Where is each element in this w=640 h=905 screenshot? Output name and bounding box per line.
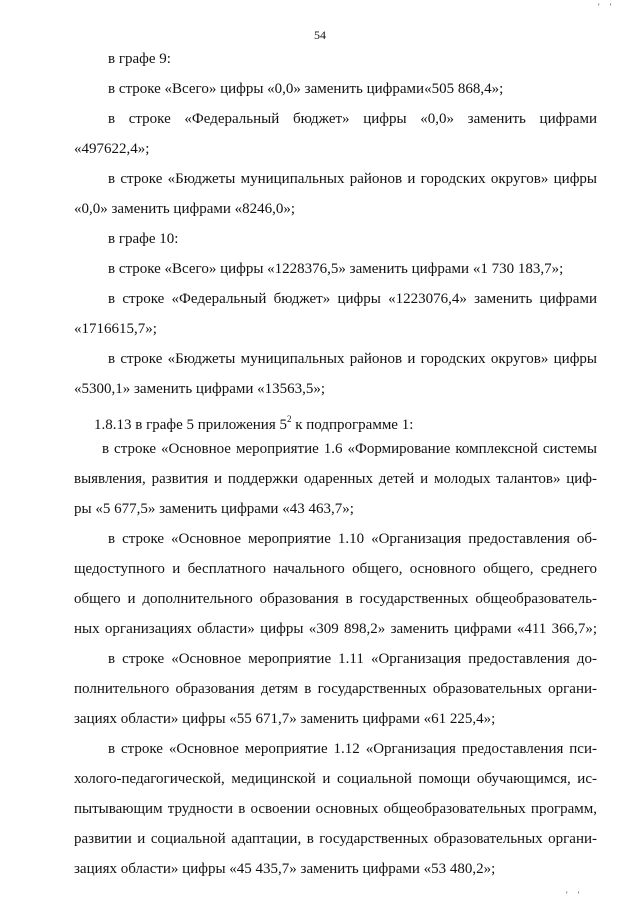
text-line: в графе 9: (108, 51, 171, 67)
section-heading-text: 1.8.13 в графе 5 приложения 5 (94, 417, 287, 433)
text-line: «5300,1» заменить цифрами «13563,5»; (74, 381, 326, 397)
text-line: в строке «Бюджеты муниципальных районов и городских округов» цифры (108, 351, 597, 367)
scan-mark-top-right: ' ' (598, 2, 616, 12)
text-line: в строке «Основное мероприятие 1.12 «Организация предоставления пси- (108, 741, 597, 757)
text-line: в строке «Всего» цифры «0,0» заменить цифрами«505 868,4»; (108, 81, 504, 97)
superscript: 2 (286, 414, 292, 424)
text-line: в строке «Бюджеты муниципальных районов и городских округов» цифры (108, 171, 597, 187)
text-line: выявления, развития и поддержки одаренных детей и молодых талантов» циф- (74, 471, 597, 487)
text-line: ры «5 677,5» заменить цифрами «43 463,7»; (74, 501, 354, 517)
text-line: «0,0» заменить цифрами «8246,0»; (74, 201, 296, 217)
page-number: 54 (314, 28, 326, 42)
text-line: холого-педагогической, медицинской и социальной помощи обучающимся, ис- (74, 771, 597, 787)
text-line: щедоступного и бесплатного начального общего, основного общего, среднего (74, 561, 597, 577)
text-line: в строке «Основное мероприятие 1.10 «Организация предоставления об- (108, 531, 597, 547)
text-line: в строке «Федеральный бюджет» цифры «0,0» заменить цифрами (108, 111, 597, 127)
section-heading-tail: к подпрограмме 1: (291, 417, 414, 433)
text-line: в строке «Основное мероприятие 1.11 «Организация предоставления до- (108, 651, 597, 667)
section-heading-line (74, 404, 597, 434)
text-line: в строке «Федеральный бюджет» цифры «1223076,4» заменить цифрами (108, 291, 597, 307)
text-line: зациях области» цифры «45 435,7» заменить цифрами «53 480,2»; (74, 861, 496, 877)
text-line: общего и дополнительного образования в государственных общеобразователь- (74, 591, 597, 607)
text-line: «497622,4»; (74, 141, 150, 157)
text-line: полнительного образования детям в государственных образовательных органи- (74, 681, 597, 697)
text-line: зациях области» цифры «55 671,7» заменить цифрами «61 225,4»; (74, 711, 496, 727)
text-line: ных организациях области» цифры «309 898,2» заменить цифрами «411 366,7»; (74, 621, 597, 637)
text-line: в строке «Всего» цифры «1228376,5» заменить цифрами «1 730 183,7»; (108, 261, 564, 277)
text-line: в строке «Основное мероприятие 1.6 «Формирование комплексной системы (102, 441, 597, 457)
scan-mark-bottom-right: ' ' (566, 890, 584, 900)
text-line: развитии и социальной адаптации, в государственных образовательных органи- (74, 831, 597, 847)
document-body (74, 44, 597, 884)
text-line: «1716615,7»; (74, 321, 157, 337)
text-line: в графе 10: (108, 231, 179, 247)
text-line: пытывающим трудности в освоении основных общеобразовательных программ, (74, 801, 597, 817)
